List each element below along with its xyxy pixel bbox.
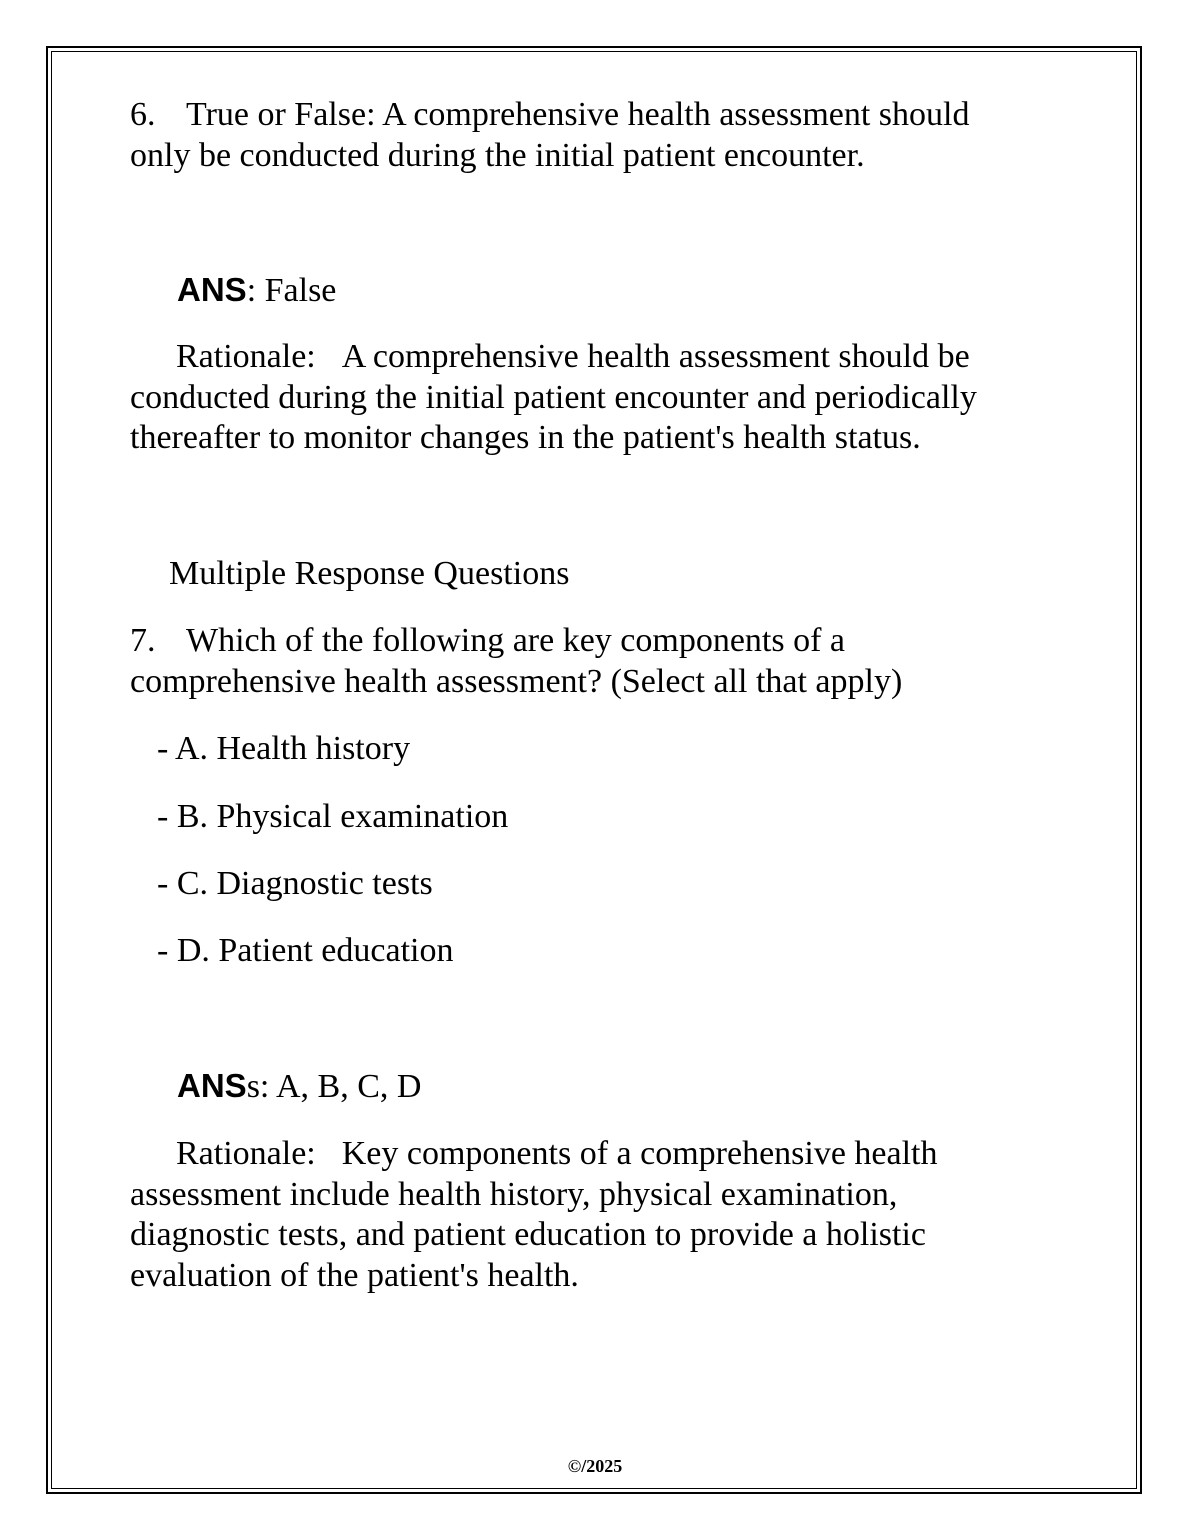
question-6-text: True or False: A comprehensive health assessment should only be conducted during the initial patient encounter. [130, 96, 970, 174]
footer-copyright: ©/2025 [567, 1456, 623, 1476]
option-b: - B. Physical examination [157, 798, 509, 835]
question-7-answer [177, 1066, 1077, 1108]
question-7-number: 7. [130, 622, 156, 659]
answer-value: s: A, B, C, D [246, 1068, 422, 1105]
option-c: - C. Diagnostic tests [157, 865, 433, 902]
rationale-label: Rationale: [176, 1135, 316, 1172]
answer-label: ANS [177, 271, 247, 308]
question-6-number: 6. [130, 96, 156, 133]
rationale-text: Key components of a comprehensive health assessment include health history, physical examination, diagnostic tests, and patient education to provide a holistic evaluation of the patient's health. [130, 1135, 938, 1294]
rationale-label: Rationale: [176, 338, 316, 375]
question-6 [130, 95, 1030, 176]
option-d: - D. Patient education [157, 932, 454, 969]
question-7-text: Which of the following are key components of a comprehensive health assessment? (Select all that apply) [130, 622, 903, 700]
rationale-text: A comprehensive health assessment should be conducted during the initial patient encounter and periodically thereafter to monitor changes in the patient's health status. [130, 338, 977, 456]
section-title: Multiple Response Questions [169, 555, 570, 592]
question-7-rationale [130, 1134, 1030, 1296]
answer-value: : False [246, 272, 337, 309]
option-a: - A. Health history [157, 730, 411, 767]
question-6-rationale [130, 337, 1030, 459]
question-7 [130, 621, 1030, 702]
question-6-answer [177, 270, 1077, 312]
answer-label: ANS [177, 1067, 247, 1104]
